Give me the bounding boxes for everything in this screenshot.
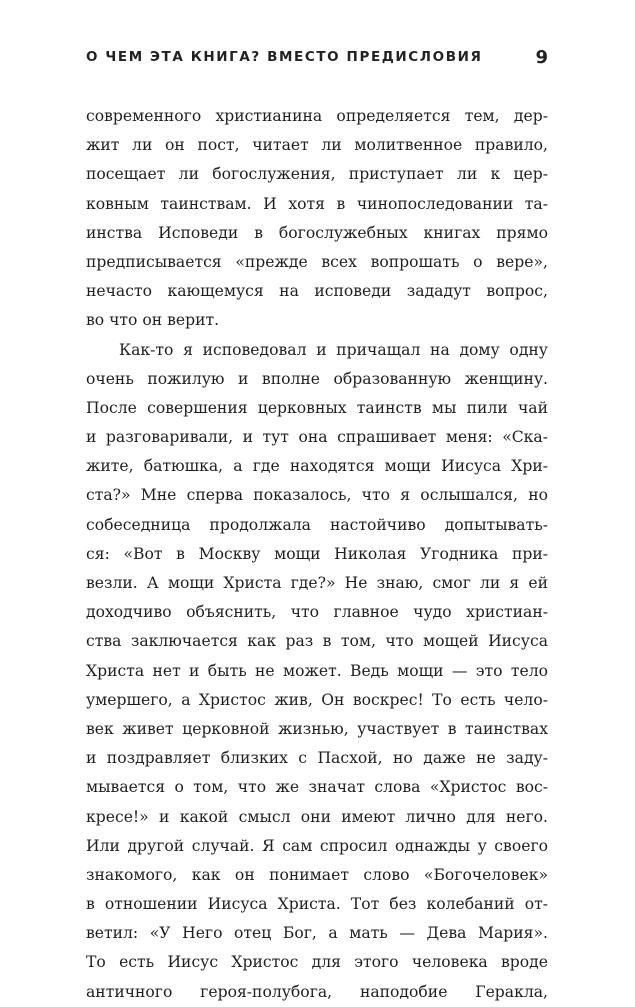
text-line: век живет церковной жизнью, участвует в таинствах: [86, 719, 548, 738]
text-line: знакомого, как он понимает слово «Богочеловек»: [86, 865, 548, 884]
text-line: в отношении Иисуса Христа. Тот без колебаний от-: [86, 895, 548, 914]
text-line: кресе!» и какой смысл они имеют лично для него.: [86, 807, 548, 826]
text-line: инства Исповеди в богослужебных книгах прямо: [86, 223, 548, 242]
text-line: Или другой случай. Я сам спросил однажды у своего: [86, 836, 548, 855]
page-number: 9: [535, 46, 548, 68]
body-text: [86, 102, 548, 1007]
text-line: умершего, а Христос жив, Он воскрес! То есть чело-: [86, 690, 548, 709]
text-line: ства заключается как раз в том, что мощей Иисуса: [86, 632, 548, 651]
text-line: античного героя-полубога, наподобие Геракла,: [86, 982, 548, 1001]
text-line: во что он верит.: [86, 311, 220, 330]
text-line: Христа нет и быть не может. Ведь мощи — это тело: [86, 661, 548, 680]
text-line: современного христианина определяется тем, дер-: [86, 107, 548, 125]
text-line: и разговаривали, и тут она спрашивает меня: «Ска-: [86, 428, 548, 447]
running-head: [86, 42, 548, 72]
text-line: После совершения церковных таинств мы пили чай: [86, 398, 548, 417]
text-line: ветил: «У Него отец Бог, а мать — Дева Мария».: [86, 924, 548, 943]
text-line: предписывается «прежде всех вопрошать о вере»,: [86, 252, 548, 271]
text-line: и поздравляет близких с Пасхой, но даже не заду-: [86, 749, 548, 768]
text-line: мывается о том, что же значат слова «Христос вос-: [86, 778, 548, 797]
text-line: доходчиво объяснить, что главное чудо христиан-: [86, 603, 548, 622]
text-line: ся: «Вот в Москву мощи Николая Угодника при-: [86, 544, 548, 563]
text-line: нечасто кающемуся на исповеди зададут вопрос,: [86, 282, 548, 301]
text-line: ковным таинствам. И хотя в чинопоследовании та-: [86, 194, 548, 213]
text-line: ста?» Мне сперва показалось, что я ослышался, но: [86, 486, 548, 505]
text-line: жит ли он пост, читает ли молитвенное правило,: [86, 136, 548, 155]
text-line: жите, батюшка, а где находятся мощи Иисуса Хри-: [86, 457, 548, 476]
running-title: О ЧЕМ ЭТА КНИГА? ВМЕСТО ПРЕДИСЛОВИЯ: [86, 49, 483, 65]
text-line: То есть Иисус Христос для этого человека вроде: [86, 953, 548, 972]
text-line: везли. А мощи Христа где?» Не знаю, смог ли я ей: [86, 574, 548, 592]
text-line: собеседница продолжала настойчиво допытывать-: [86, 515, 548, 534]
text-line: очень пожилую и вполне образованную женщину.: [86, 369, 548, 388]
text-line: Как-то я исповедовал и причащал на дому одну: [119, 340, 548, 359]
text-line: посещает ли богослужения, приступает ли к цер-: [86, 165, 548, 184]
